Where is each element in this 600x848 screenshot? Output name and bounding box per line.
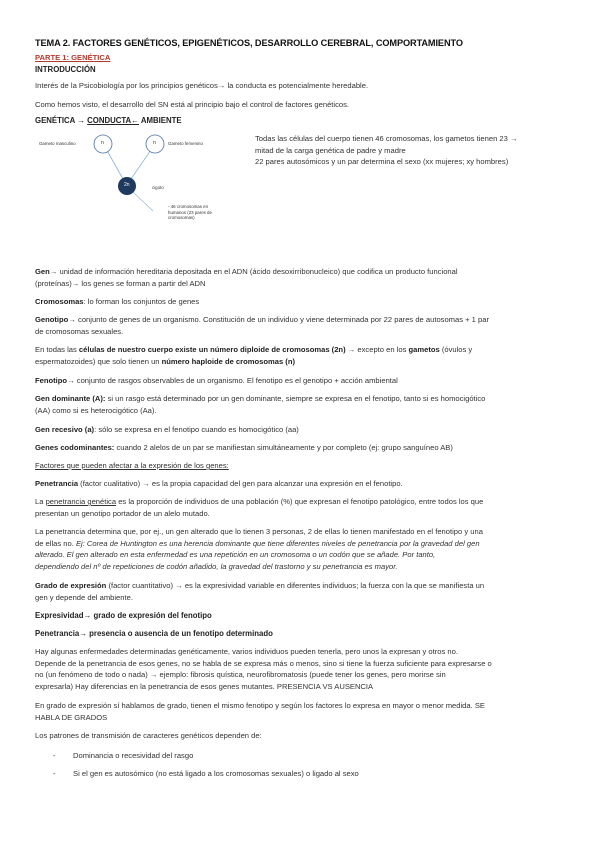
patrones-intro: Los patrones de transmisión de caracteres genéticos dependen de: bbox=[35, 731, 262, 740]
penetrancia-example-paragraph: La penetrancia determina que, por ej., un gen alterado que lo tienen 3 personas, 2 de ellas lo tienen manifestado en el fenotipo y una de ellas no. Ej: Corea de Huntington es una herencia dominante que tiene diferentes niveles de penetrancia por la gravedad del gen alterado. El gen alterado en esta enfermedad es una repetición en un cromosoma o un codón que se añade. Por tanto, dependiendo del nº de repeticiones de codón añadido, la gravedad del trastorno y su penetrancia es mayor. bbox=[35, 527, 483, 571]
chromosome-note bbox=[168, 204, 212, 221]
codominantes-definition: Genes codominantes: cuando 2 alelos de un par se manifiestan simultáneamente y por completo (ej: grupo sanguíneo AB) bbox=[35, 443, 453, 452]
diagram-line-note bbox=[132, 191, 153, 211]
side-line-3: 22 pares autosómicos y un par determina el sexo (xx mujeres; xy hombres) bbox=[255, 157, 509, 166]
intro-heading: INTRODUCCIÓN bbox=[35, 65, 96, 74]
penetrancia-definition: Penetrancia (factor cualitativo) → es la propia capacidad del gen para alcanzar una expresión en el fenotipo. bbox=[35, 479, 403, 488]
zygote-2n: 2n bbox=[124, 182, 130, 188]
genetica-conducta-ambiente bbox=[35, 115, 567, 127]
genotipo-definition: Genotipo→ conjunto de genes de un organismo. Constitución de un individuo y viene determinada por 22 pares de autosomas + 1 par de cromosomas sexuales. bbox=[35, 315, 489, 336]
factores-heading: Factores que pueden afectar a la expresión de los genes: bbox=[35, 461, 229, 470]
note-line-2: humanos (23 pares de bbox=[168, 209, 212, 215]
gen-dominante-definition: Gen dominante (A): si un rasgo está determinado por un gen dominante, siempre se expresa en el fenotipo, tanto si es homocigótico (AA) como si es heterocigótico (Aa). bbox=[35, 394, 486, 415]
gca-genetica: GENÉTICA → bbox=[35, 116, 88, 125]
penetrancia-genetica-paragraph: La penetrancia genética es la proporción de individuos de una población (%) que expresan el fenotipo patológico, entre todos los que presentan un genotipo portador de un alelo mutado. bbox=[35, 497, 484, 518]
bullet-item-1: Dominancia o recesividad del rasgo bbox=[73, 751, 194, 760]
grado-paragraph: En grado de expresión sí hablamos de grado, tienen el mismo fenotipo y según los factores lo expresa en mayor o menor medida. SE HABLA DE GRADOS bbox=[35, 701, 485, 722]
part-heading: PARTE 1: GENÉTICA bbox=[35, 53, 111, 62]
document-title: TEMA 2. FACTORES GENÉTICOS, EPIGENÉTICOS, DESARROLLO CEREBRAL, COMPORTAMIENTO bbox=[35, 38, 463, 48]
cromosomas-definition: Cromosomas: lo forman los conjuntos de genes bbox=[35, 297, 200, 306]
gen-recesivo-definition: Gen recesivo (a): sólo se expresa en el fenotipo cuando es homocigótico (aa) bbox=[35, 425, 299, 434]
side-line-1: Todas las células del cuerpo tienen 46 cromosomas, los gametos tienen 23 → bbox=[255, 134, 518, 143]
zygote-label: cigoto bbox=[152, 185, 164, 190]
bullet-marker-1: - bbox=[53, 751, 56, 760]
penetrancia-heading: Penetrancia→ presencia o ausencia de un fenotipo determinado bbox=[35, 629, 273, 638]
enfermedades-paragraph: Hay algunas enfermedades determinadas genéticamente, varios individuos pueden tenerla, pero unos la expresan y otros no. Depende de la penetrancia de esos genes, no se habla de se expresa más o menos, sino si tiene la fuerza suficiente para expresarse o no (un fenómeno de todo o nada) → ejemplo: fibrosis quística, neurofibromatosis (puede tener los genes, pero morirse sin expresarla) Hay diferencias en la penetrancia de esos genes mutantes. PRESENCIA VS AUSENCIA bbox=[35, 647, 492, 691]
diagram-line-right bbox=[131, 147, 153, 179]
note-line-1: - 46 cromosomas en bbox=[168, 204, 209, 209]
intro-line-2: Como hemos visto, el desarrollo del SN está al principio bajo el control de factores genéticos. bbox=[35, 100, 350, 109]
intro-line-1: Interés de la Psicobiología por los principios genéticos→ la conducta es potencialmente heredable. bbox=[35, 81, 369, 90]
fertilization-diagram bbox=[35, 131, 255, 241]
gca-ambiente: AMBIENTE bbox=[138, 116, 182, 125]
side-note bbox=[255, 133, 570, 168]
female-gamete-label: Gameto femenino bbox=[168, 141, 203, 146]
bullet-item-2: Si el gen es autosómico (no está ligado a los cromosomas sexuales) o ligado al sexo bbox=[73, 769, 359, 778]
note-bullet: - bbox=[168, 204, 170, 209]
gamete-n-left: n bbox=[101, 140, 104, 146]
diploide-paragraph: En todas las células de nuestro cuerpo existe un número diploide de cromosomas (2n) → excepto en los gametos (óvulos y espermatozoides) que solo tienen un número haploide de cromosomas (n) bbox=[35, 345, 473, 366]
grado-expresion-definition: Grado de expresión (factor cuantitativo) → es la expresividad variable en diferentes individuos; la fuerza con la que se manifiesta un gen y depende del ambiente. bbox=[35, 581, 485, 602]
male-gamete-label: Gameto masculino bbox=[39, 141, 76, 146]
side-line-2: mitad de la carga genética de padre y madre bbox=[255, 145, 406, 155]
fenotipo-definition: Fenotipo→ conjunto de rasgos observables de un organismo. El fenotipo es el genotipo + acción ambiental bbox=[35, 376, 398, 385]
gca-conducta: CONDUCTA← bbox=[87, 116, 139, 125]
gamete-n-right: n bbox=[153, 140, 156, 146]
bullet-marker-2: - bbox=[53, 769, 56, 778]
note-line-3: cromosomas) bbox=[168, 215, 195, 220]
expresividad-heading: Expresividad→ grado de expresión del fenotipo bbox=[35, 611, 212, 620]
gen-definition: Gen→ unidad de información hereditaria depositada en el ADN (ácido desoxirribonucleico) que codifica un producto funcional (proteínas)→ los genes se forman a partir del ADN bbox=[35, 267, 458, 288]
